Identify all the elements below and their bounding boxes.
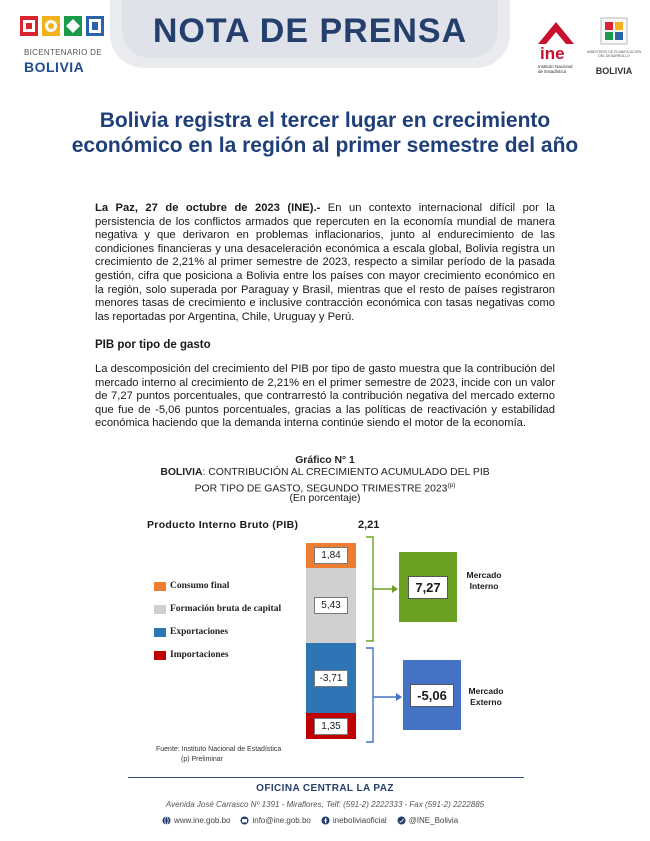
footer-facebook[interactable] [321,816,387,825]
pib-label: Producto Interno Bruto (PIB) [147,519,299,531]
section-title: PIB por tipo de gasto [95,339,211,351]
bicentenario-country: BOLIVIA [24,59,85,75]
globe-icon [162,816,171,825]
external-market-label-1: Mercado [468,686,504,696]
chart-label: Gráfico N° 1 [295,455,355,466]
ine-logo-text: ine [540,44,565,63]
legend-label-exportaciones: Exportaciones [170,627,229,637]
footer-office: OFICINA CENTRAL LA PAZ [256,783,394,794]
section-paragraph: La descomposición del crecimiento del PIB por tipo de gasto muestra que la contribución del mercado interno al crecimiento de 2,21% en el primer semestre de 2023, incide con un valor de 7,27 puntos porcentuales, que contrarrestó la contribución negativa del mercado externo que fue de -5,06 puntos porcentuales, gracias a las políticas de reactivación y estabilidad económica haciendo que la demanda interna continúe siendo el motor de la economía. [95,363,555,430]
internal-market-label-1: Mercado [466,570,502,580]
footer-facebook-text: ineboliviaoficial [332,815,387,825]
ministry-emblem-icon [597,14,631,48]
internal-market-box [399,552,457,622]
bar-segment-consumo-final [306,543,356,568]
ministry-logo-text: BOLIVIA [595,66,633,76]
footer-web[interactable] [162,816,230,825]
internal-market-label-2: Interno [469,581,499,591]
chart-title-line1 [95,467,555,479]
bicentenario-emblem-icon [20,14,106,40]
legend-swatch-formacion [154,605,166,614]
internal-market-label [458,570,510,592]
page-title: NOTA DE PRENSA [152,12,468,50]
bar-label-consumo-final: 1,84 [314,547,348,564]
footer-email-text: info@ine.gob.bo [252,815,311,825]
bar-label-exportaciones: -3,71 [314,670,348,687]
footer-web-text: www.ine.gob.bo [174,815,231,825]
dateline: La Paz, 27 de octubre de 2023 (INE).- [95,202,321,214]
chart-legend [150,580,300,670]
pib-value: 2,21 [358,519,380,531]
lead-paragraph [95,202,555,324]
bar-segment-importaciones [306,713,356,739]
internal-market-value: 7,27 [408,576,447,599]
ministry-sub: MINISTERIO DE PLANIFICACIÓN DEL DESARROLLO [586,50,642,58]
twitter-icon [397,816,406,825]
footer-address: Avenida José Carrasco Nº 1391 - Miraflores, Telf: (591-2) 2222333 - Fax (591-2) 2222885 [165,800,485,809]
legend-label-importaciones: Importaciones [170,650,229,660]
footer-twitter[interactable] [397,816,458,825]
bar-segment-exportaciones [306,643,356,713]
chart-source: Fuente: Instituto Nacional de Estadística [156,746,282,753]
legend-swatch-exportaciones [154,628,166,637]
headline: Bolivia registra el tercer lugar en crecimiento económico en la región al primer semestre del año [71,109,579,157]
bar-label-importaciones: 1,35 [314,718,348,735]
mail-icon [240,816,249,825]
legend-swatch-consumo [154,582,166,591]
footer-divider [128,777,524,778]
footer-email[interactable] [240,816,310,825]
chart-title-second: POR TIPO DE GASTO, SEGUNDO TRIMESTRE 2023 [194,483,448,495]
bar-segment-formacion-bruta [306,568,356,643]
ine-logo-icon [532,18,580,46]
internal-bracket [366,537,373,641]
bar-label-formacion-bruta: 5,43 [314,597,348,614]
external-bracket [366,648,373,742]
external-market-box [403,660,461,730]
chart-title-bold: BOLIVIA [160,467,203,478]
external-market-label-2: Externo [470,697,502,707]
bicentenario-logo [18,14,108,78]
chart-note: (p) Preliminar [181,756,224,763]
legend-label-formacion: Formación bruta de capital [170,604,282,614]
facebook-icon [321,816,330,825]
chart-title-sup: (p) [447,482,456,489]
ministry-logo [586,14,642,78]
legend-swatch-importaciones [154,651,166,660]
ine-logo [532,18,582,80]
footer-twitter-text: @INE_Bolivia [408,815,459,825]
legend-label-consumo: Consumo final [170,581,230,591]
lead-text: En un contexto internacional difícil por la persistencia de los conflictos armados que repercuten en la economía mundial de manera negativa y que derivaron en problemas inflacionarios, junto al endurecimiento de las condiciones financieras y una desaceleración económica a escala global, Bolivia registra un crecimiento de 2,21% al primer semestre de 2023, respecto a similar período de la pasada gestión, cifra que posiciona a Bolivia entre los países con mayor crecimiento económico en la región, solo superada por Paraguay y Brasil, mientras que el resto de países registraron menores tasas de crecimiento e inclusive contracción económica con tasas negativas como las reportadas por Argentina, Chile, Uruguay y Perú. [95,202,555,323]
external-market-value: -5,06 [410,684,454,707]
bicentenario-label: BICENTENARIO DE [24,48,102,57]
chart-unit: (En porcentaje) [289,493,361,504]
external-market-label [460,686,512,708]
chart-title-rest: : CONTRIBUCIÓN AL CRECIMIENTO ACUMULADO DEL PIB [202,467,490,478]
header-banner [110,0,510,68]
ine-logo-sub: Instituto Nacional de Estadística [538,64,573,74]
footer-contacts [162,813,502,827]
